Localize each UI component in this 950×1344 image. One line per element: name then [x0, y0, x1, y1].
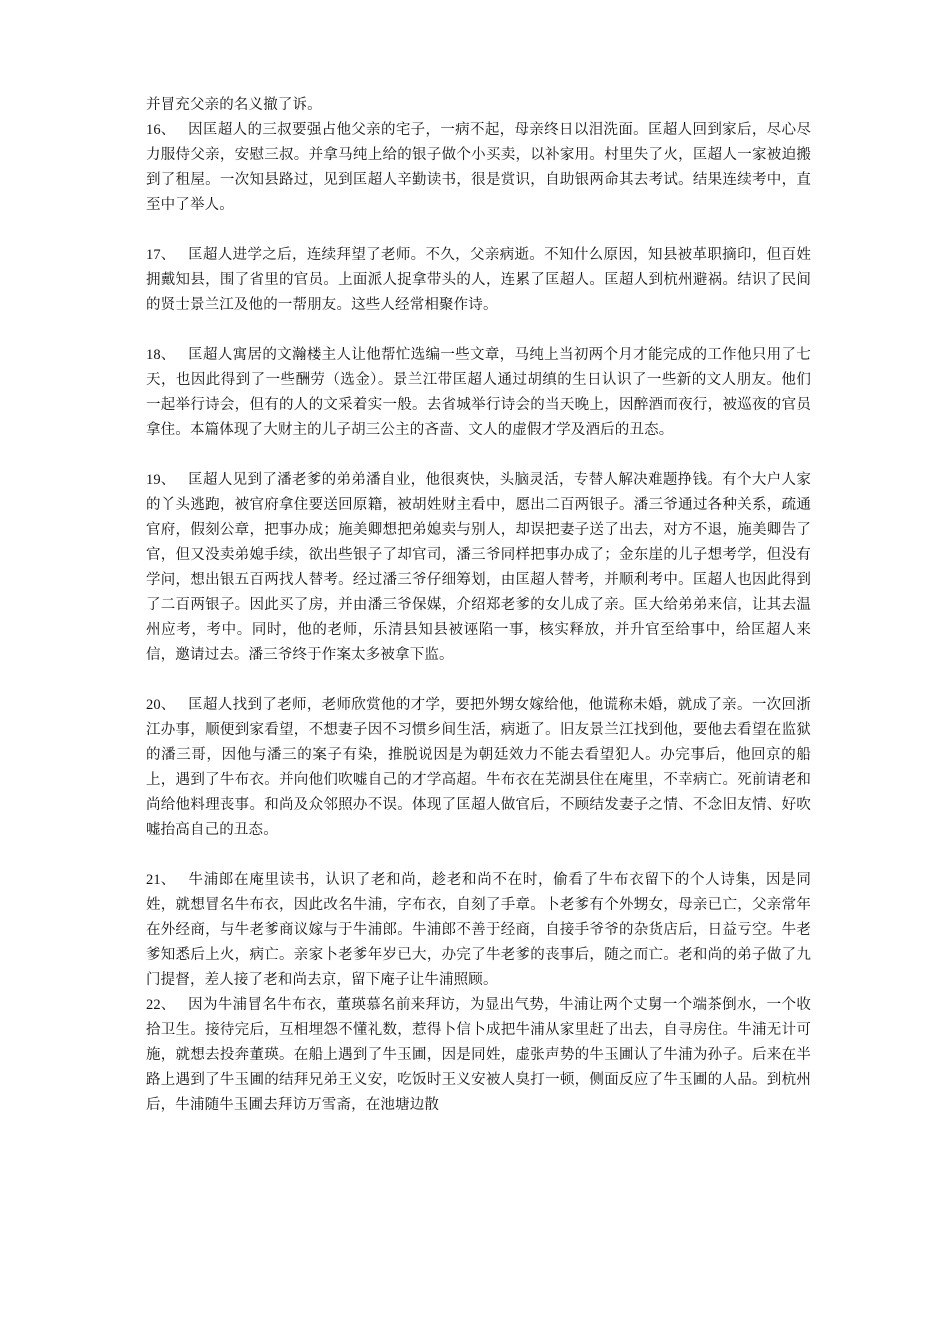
section-18	[146, 343, 811, 443]
section-19	[146, 468, 811, 668]
paragraph-gap	[146, 443, 811, 468]
section-17	[146, 243, 811, 318]
paragraph-gap	[146, 843, 811, 868]
section-number: 16、	[146, 122, 176, 138]
section-text: 因匡超人的三叔要强占他父亲的宅子，一病不起，母亲终日以泪洗面。匡超人回到家后，尽心尽力服侍父亲，安慰三叔。并拿马纯上给的银子做个小买卖，以补家用。村里失了火，匡超人一家被迫搬到了租屋。一次知县路过，见到匡超人辛勤读书，很是赏识，自助银两命其去考试。结果连续考中，直至中了举人。	[146, 122, 811, 213]
section-number: 17、	[146, 247, 176, 263]
section-number: 20、	[146, 697, 176, 713]
section-16	[146, 118, 811, 218]
document-page	[146, 93, 811, 1118]
section-22	[146, 993, 811, 1118]
section-text: 牛浦郎在庵里读书，认识了老和尚，趁老和尚不在时，偷看了牛布衣留下的个人诗集，因是同姓，就想冒名牛布衣，因此改名牛浦，字布衣，自刻了手章。卜老爹有个外甥女，母亲已亡，父亲常年在外经商，与牛老爹商议嫁与于牛浦郎。牛浦郎不善于经商，自接手爷爷的杂货店后，日益亏空。牛老爹知悉后上火，病亡。亲家卜老爹年岁已大，办完了牛老爹的丧事后，随之而亡。老和尚的弟子做了九门提督，差人接了老和尚去京，留下庵子让牛浦照顾。	[146, 872, 811, 988]
section-number: 21、	[146, 872, 176, 888]
section-21	[146, 868, 811, 993]
section-number: 18、	[146, 347, 176, 363]
section-20	[146, 693, 811, 843]
section-number: 22、	[146, 997, 176, 1013]
paragraph-gap	[146, 218, 811, 243]
intro-text: 并冒充父亲的名义撤了诉。	[146, 97, 322, 113]
section-text: 匡超人见到了潘老爹的弟弟潘自业，他很爽快，头脑灵活，专替人解决难题挣钱。有个大户人家的丫头逃跑，被官府拿住要送回原籍，被胡姓财主看中，愿出二百两银子。潘三爷通过各种关系，疏通官府，假刻公章，把事办成；施美卿想把弟媳卖与别人，却误把妻子送了出去，对方不退，施美卿告了官，但又没卖弟媳手续，欲出些银子了却官司，潘三爷同样把事办成了；金东崖的儿子想考学，但没有学问，想出银五百两找人替考。经过潘三爷仔细筹划，由匡超人替考，并顺利考中。匡超人也因此得到了二百两银子。因此买了房，并由潘三爷保媒，介绍郑老爹的女儿成了亲。匡大给弟弟来信，让其去温州应考，考中。同时，他的老师，乐清县知县被诬陷一事，核实释放，并升官至给事中，给匡超人来信，邀请过去。潘三爷终于作案太多被拿下监。	[146, 472, 811, 663]
section-text: 匡超人找到了老师，老师欣赏他的才学，要把外甥女嫁给他，他谎称未婚，就成了亲。一次回浙江办事，顺便到家看望，不想妻子因不习惯乡间生活，病逝了。旧友景兰江找到他，要他去看望在监狱的潘三哥，因他与潘三的案子有染，推脱说因是为朝廷效力不能去看望犯人。办完事后，他回京的船上，遇到了牛布衣。并向他们吹嘘自己的才学高超。牛布衣在芜湖县住在庵里，不幸病亡。死前请老和尚给他料理丧事。和尚及众邻照办不误。体现了匡超人做官后，不顾结发妻子之情、不念旧友情、好吹嘘抬高自己的丑态。	[146, 697, 811, 838]
section-text: 匡超人寓居的文瀚楼主人让他帮忙选编一些文章，马纯上当初两个月才能完成的工作他只用了七天，也因此得到了一些酬劳（选金）。景兰江带匡超人通过胡缜的生日认识了一些新的文人朋友。他们一起举行诗会，但有的人的文采着实一般。去省城举行诗会的当天晚上，因醉酒而夜行，被巡夜的官员拿住。本篇体现了大财主的儿子胡三公主的吝啬、文人的虚假才学及酒后的丑态。	[146, 347, 811, 438]
paragraph-gap	[146, 668, 811, 693]
intro-paragraph	[146, 93, 811, 118]
section-text: 因为牛浦冒名牛布衣，董瑛慕名前来拜访，为显出气势，牛浦让两个丈舅一个端茶倒水，一个收拾卫生。接待完后，互相埋怨不懂礼数，惹得卜信卜成把牛浦从家里赶了出去，自寻房住。牛浦无计可施，就想去投奔董瑛。在船上遇到了牛玉圃，因是同姓，虚张声势的牛玉圃认了牛浦为孙子。后来在半路上遇到了牛玉圃的结拜兄弟王义安，吃饭时王义安被人臭打一顿，侧面反应了牛玉圃的人品。到杭州后，牛浦随牛玉圃去拜访万雪斋，在池塘边散	[146, 997, 811, 1113]
section-text: 匡超人进学之后，连续拜望了老师。不久，父亲病逝。不知什么原因，知县被革职摘印，但百姓拥戴知县，围了省里的官员。上面派人捉拿带头的人，连累了匡超人。匡超人到杭州避祸。结识了民间的贤士景兰江及他的一帮朋友。这些人经常相聚作诗。	[146, 247, 811, 313]
paragraph-gap	[146, 318, 811, 343]
section-number: 19、	[146, 472, 176, 488]
